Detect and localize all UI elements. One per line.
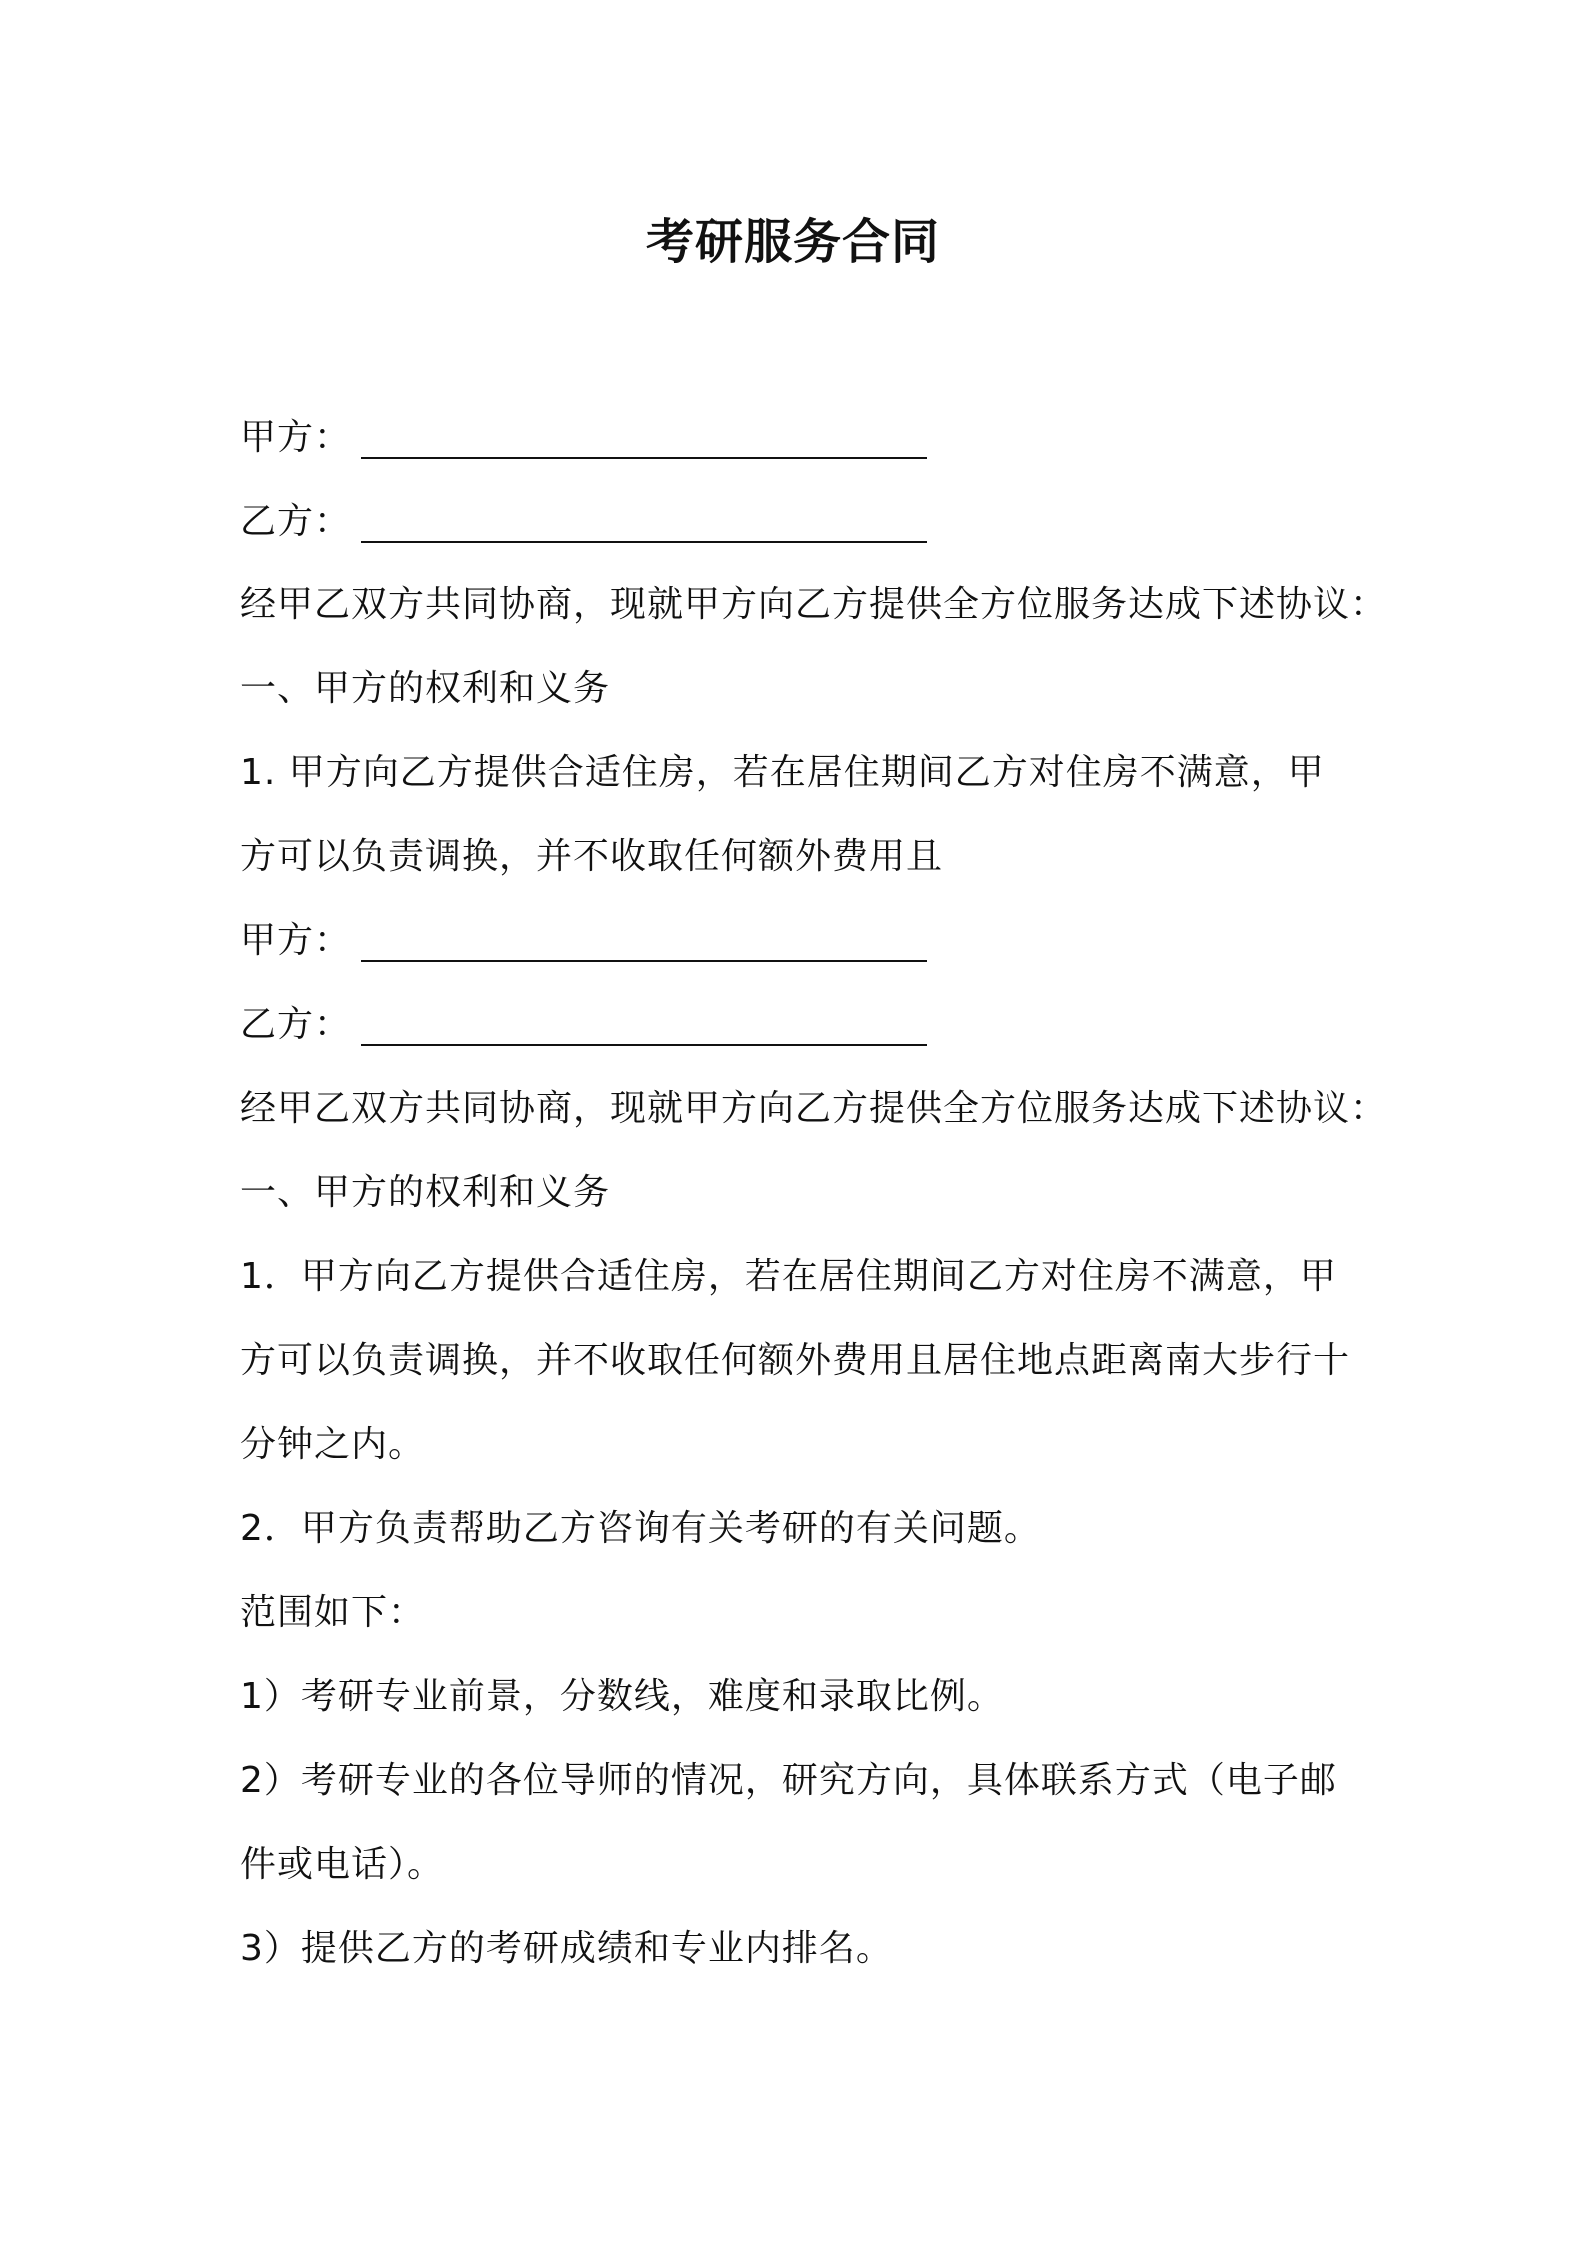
- agreement-intro: 经甲乙双方共同协商，现就甲方向乙方提供全方位服务达成下述协议：: [240, 584, 1388, 625]
- clause-line: 1. 甲方向乙方提供合适住房，若在居住期间乙方对住房不满意，甲: [240, 752, 1325, 793]
- section-heading: 一、甲方的权利和义务: [240, 1172, 611, 1213]
- party-a-field: [240, 916, 927, 966]
- party-b-blank: [361, 1044, 927, 1046]
- party-b-field: [240, 497, 927, 547]
- scope-heading: 范围如下：: [240, 1592, 426, 1633]
- clause-line: 1．甲方向乙方提供合适住房，若在居住期间乙方对住房不满意，甲: [240, 1256, 1337, 1297]
- party-b-label: 乙方：: [240, 1004, 352, 1045]
- clause-line: 2．甲方负责帮助乙方咨询有关考研的有关问题。: [240, 1508, 1041, 1549]
- party-a-field: [240, 413, 927, 463]
- scope-item: 件或电话）。: [240, 1844, 445, 1885]
- scope-item: 3）提供乙方的考研成绩和专业内排名。: [240, 1928, 893, 1969]
- party-a-blank: [361, 960, 927, 962]
- party-b-blank: [361, 541, 927, 543]
- section-heading: 一、甲方的权利和义务: [240, 668, 611, 709]
- scope-item: 2）考研专业的各位导师的情况，研究方向，具体联系方式（电子邮: [240, 1760, 1337, 1801]
- party-b-label: 乙方：: [240, 501, 352, 542]
- party-a-blank: [361, 457, 927, 459]
- clause-line: 方可以负责调换，并不收取任何额外费用且: [240, 836, 944, 877]
- agreement-intro: 经甲乙双方共同协商，现就甲方向乙方提供全方位服务达成下述协议：: [240, 1088, 1388, 1129]
- party-a-label: 甲方：: [240, 920, 352, 961]
- scope-item: 1）考研专业前景，分数线，难度和录取比例。: [240, 1676, 1004, 1717]
- document-title: 考研服务合同: [645, 214, 940, 270]
- party-a-label: 甲方：: [240, 417, 352, 458]
- clause-line: 方可以负责调换，并不收取任何额外费用且居住地点距离南大步行十: [240, 1340, 1351, 1381]
- party-b-field: [240, 1000, 927, 1050]
- clause-line: 分钟之内。: [240, 1424, 426, 1465]
